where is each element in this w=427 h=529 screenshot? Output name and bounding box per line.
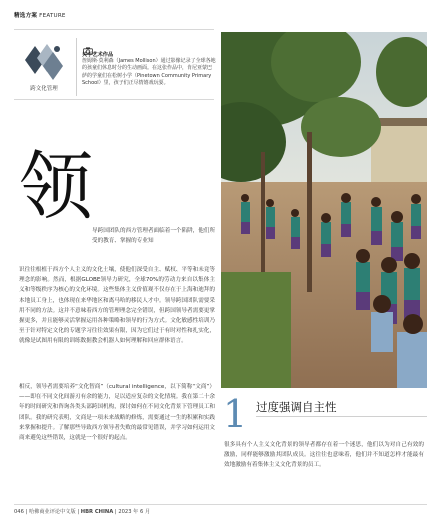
section-paragraph: 很多具有个人主义文化背景的领导者都存在着一个迷思，他们以为对自己有效的激励，同样能够激励其团队成员。这往往也意味着，他们并不知道怎样才能最有效地激励有着集体主义文化背景的员工。	[224, 442, 424, 469]
drop-cap: 领	[19, 144, 93, 230]
cross-cultural-logo-icon	[21, 40, 67, 82]
section-title-underline	[256, 416, 427, 417]
magazine-name: 哈佛商业评论中文版	[28, 509, 76, 515]
section-number: 1	[223, 392, 248, 436]
about-artwork-title: 关于艺术作品	[82, 52, 114, 58]
about-artwork-text: 詹姆斯·莫利森（James Mollison）通过影像记录了全球各地的孩童们休息时分的生动画面。在这张作品中，肯尼亚蒙巴萨的学童们在松树小学（Pinetown Community Primary School）里，孩子们正尽情嬉戏玩耍。	[82, 58, 216, 87]
camera-icon	[83, 40, 93, 48]
page-number: 046	[14, 509, 24, 515]
schoolchildren-photo	[221, 32, 427, 388]
top-divider	[14, 29, 214, 30]
about-divider	[14, 99, 214, 100]
section-name: 精选方案	[14, 13, 38, 19]
section-title: 过度强调自主性	[256, 400, 337, 414]
magazine-brand: HBR CHINA	[80, 509, 114, 515]
page-footer: 046 | 哈佛商业评论中文版 | HBR CHINA | 2023 年 6 月	[14, 509, 151, 515]
section-header	[14, 11, 66, 19]
footer-divider	[14, 504, 427, 505]
section-tag: FEATURE	[39, 13, 66, 19]
intro-paragraph-lead: 导跨国团队的西方管理者面临着一个陷阱，他们所受的教育、掌握的专业知	[92, 228, 216, 245]
vertical-divider	[76, 38, 77, 96]
issue-date: 2023 年 6 月	[118, 509, 151, 515]
intro-paragraph: 识往往根植于西方个人主义的文化土壤，使他们深受自主、赋权、平等和未竟等理念的影响。然而，根据GLOBE领导力研究，全球70%的劳动力来自以集体主义和等级秩序为核心的文化环境。这些集体主义价值观不仅存在于上海和迪拜的本地员工身上，也体现在来华地区和离马哈的移民人才中。领导跨国团队需要采用不同的方法。这并不意味着西方的管理理念完全错误，但跨国领导者需要更掌握更多，并且能够灵活掌握运用各种策略和领导的行为方式。文化敏感性培训乃至于针对特定文化的专题学习往往效果有限，因为它们过于有时对性和扎实化，就像是试图用有限的训练数据教会机器人如何理解和回应群体语言。	[19, 267, 215, 345]
logo-caption: 跨文化管理	[30, 86, 58, 92]
cultural-intelligence-paragraph: 相反，领导者需要培养“文化智商”（cultural intelligence，以下简称“文商”）——即在不同文化间游刃有余的能力，足以适应复杂的文化情境。我在第二十余年的时间研究和咨询各类头部跨国机构，探讨如何在不同文化背景下管理员工和团队。我的研究表明，文商是一项未来战略的修炼，需要通过一生的积累和实践来掌握和提升。了解那些导致西方领导者失败的最常见错误，并学习如何运用文商来避免这些错误，这就是一个很好的起点。	[19, 384, 215, 442]
